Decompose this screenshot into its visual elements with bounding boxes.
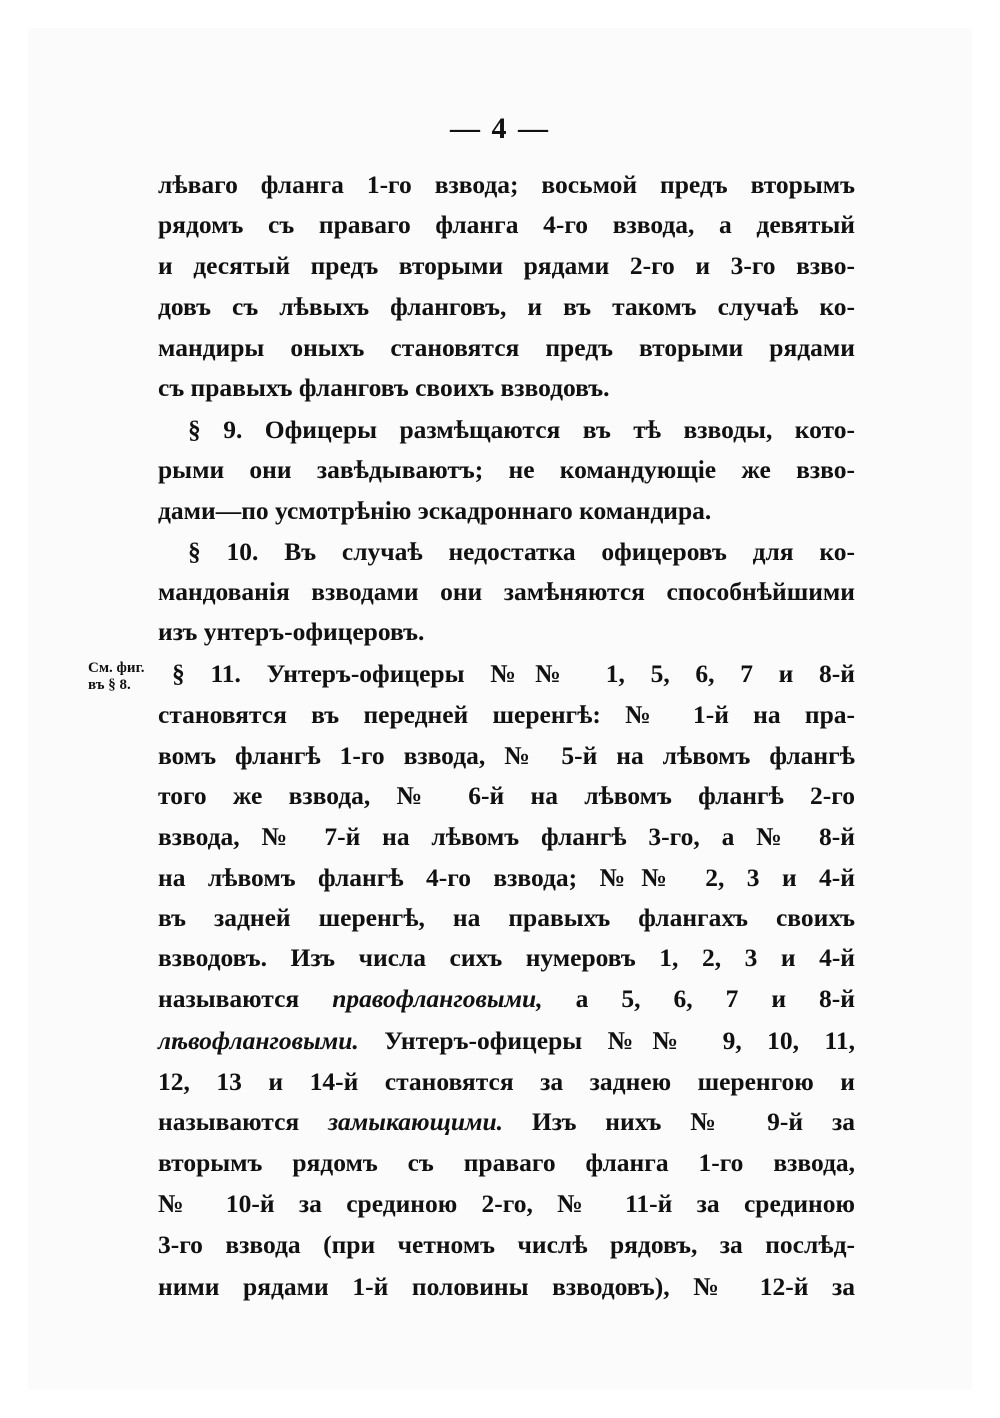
text-line: мандиры оныхъ становятся предъ вторыми рядами <box>158 333 855 362</box>
text-line: рядомъ съ праваго фланга 4-го взвода, а девятый <box>158 210 855 239</box>
text-line: мандованія взводами они замѣняются способнѣйшими <box>158 577 855 606</box>
text-line: лѣваго фланга 1-го взвода; восьмой предъ вторымъ <box>158 170 855 199</box>
text-line: на лѣвомъ флангѣ 4-го взвода; №№ 2, 3 и 4-й <box>158 863 855 892</box>
text-line: вторымъ рядомъ съ праваго фланга 1-го взвода, <box>158 1148 855 1177</box>
text-line: того же взвода, № 6-й на лѣвомъ флангѣ 2-го <box>158 781 855 810</box>
text-line: 3-го взвода (при четномъ числѣ рядовъ, за послѣд- <box>158 1230 855 1259</box>
paragraph-10-start: § 10. Въ случаѣ недостатка офицеровъ для ко- <box>188 537 855 566</box>
text-line: взвода, № 7-й на лѣвомъ флангѣ 3-го, а № 8-й <box>158 822 855 851</box>
paragraph-11-start: § 11. Унтеръ-офицеры №№ 1, 5, 6, 7 и 8-й <box>172 659 855 688</box>
text-line: изъ унтеръ-офицеровъ. <box>158 617 425 646</box>
text-line: въ задней шеренгѣ, на правыхъ флангахъ своихъ <box>158 903 855 932</box>
text-line: называются замыкающими. Изъ нихъ № 9-й за <box>158 1107 855 1136</box>
text-line: и десятый предъ вторыми рядами 2-го и 3-го взво- <box>158 251 855 280</box>
margin-note-line: въ § 8. <box>88 677 131 693</box>
italic-term: замыкающими. <box>328 1107 504 1136</box>
margin-note-line: См. фиг. <box>88 660 145 676</box>
text-line: лѣвофланговыми. Унтеръ-офицеры №№ 9, 10, 11, <box>158 1026 855 1055</box>
text-line: ними рядами 1-й половины взводовъ), № 12-й за <box>158 1272 855 1301</box>
italic-term: лѣвофланговыми. <box>158 1026 359 1055</box>
text-line: рыми они завѣдываютъ; не командующіе же взво- <box>158 455 855 484</box>
text-line: дами—по усмотрѣнію эскадроннаго командира. <box>158 496 712 525</box>
text-line: взводовъ. Изъ числа сихъ нумеровъ 1, 2, 3 и 4-й <box>158 943 855 972</box>
paragraph-9-start: § 9. Офицеры размѣщаются въ тѣ взводы, кото- <box>188 415 855 444</box>
text-line: довъ съ лѣвыхъ фланговъ, и въ такомъ случаѣ ко- <box>158 292 855 321</box>
text-line: становятся въ передней шеренгѣ: № 1-й на пра- <box>158 700 855 729</box>
page-number: — 4 — <box>450 112 550 145</box>
text-line: № 10-й за срединою 2-го, № 11-й за срединою <box>158 1189 855 1218</box>
text-line: 12, 13 и 14-й становятся за заднею шеренгою и <box>158 1067 855 1096</box>
italic-term: правофланговыми, <box>332 984 543 1013</box>
text-line: называются правофланговыми, а 5, 6, 7 и 8-й <box>158 984 855 1013</box>
text-line: съ правыхъ фланговъ своихъ взводовъ. <box>158 373 610 402</box>
text-line: вомъ флангѣ 1-го взвода, № 5-й на лѣвомъ флангѣ <box>158 741 855 770</box>
margin-note <box>88 660 156 694</box>
